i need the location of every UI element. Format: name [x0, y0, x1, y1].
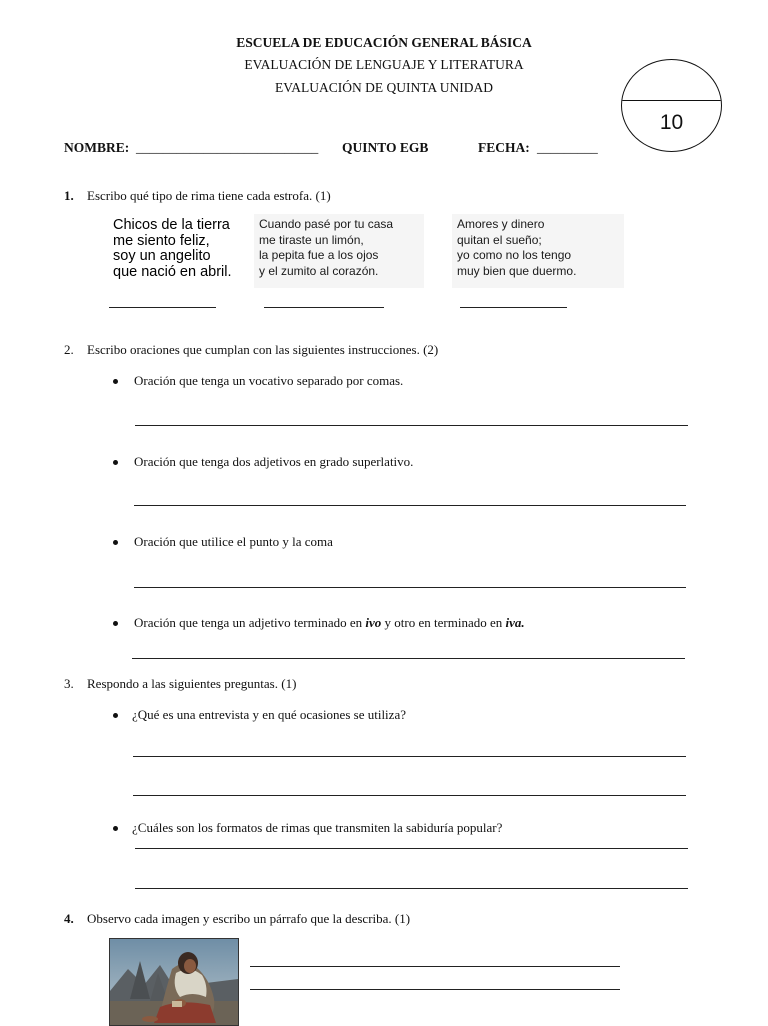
q2-item-1: Oración que tenga un vocativo separado por comas. — [134, 373, 404, 388]
q1-number: 1. — [64, 188, 74, 203]
q2-item-4-em-ivo: ivo — [365, 615, 382, 630]
bullet-icon — [113, 621, 118, 626]
q2-item-4-text-b: y otro en terminado en — [381, 615, 506, 630]
course-label: QUINTO EGB — [342, 140, 429, 155]
name-field[interactable]: ___________________________ — [136, 140, 319, 155]
q4-answer-line-2[interactable] — [250, 989, 620, 990]
painting-illustration — [110, 939, 238, 1025]
bullet-icon — [113, 379, 118, 384]
q3-answer-line-4[interactable] — [135, 888, 688, 889]
school-title: ESCUELA DE EDUCACIÓN GENERAL BÁSICA — [236, 35, 532, 50]
poem-stanza-3: Amores y dinero quitan el sueño; yo como no los tengo muy bien que duermo. — [452, 214, 624, 288]
q2-item-3: Oración que utilice el punto y la coma — [134, 534, 333, 549]
q2-text: Escribo oraciones que cumplan con las siguientes instrucciones. (2) — [87, 342, 439, 357]
poem-stanza-2: Cuando pasé por tu casa me tiraste un limón, la pepita fue a los ojos y el zumito al corazón. — [254, 214, 424, 288]
exam-title: EVALUACIÓN DE LENGUAJE Y LITERATURA — [244, 57, 524, 72]
bullet-icon — [113, 826, 118, 831]
q2-item-2: Oración que tenga dos adjetivos en grado superlativo. — [134, 454, 414, 469]
poem-stanza-1: Chicos de la tierra me siento feliz, soy un angelito que nació en abril. — [108, 215, 256, 289]
q1-answer-line-2[interactable] — [264, 307, 384, 308]
q3-item-2: ¿Cuáles son los formatos de rimas que transmiten la sabiduría popular? — [132, 820, 503, 835]
q3-text: Respondo a las siguientes preguntas. (1) — [87, 676, 297, 691]
grade-divider — [622, 100, 721, 101]
q2-answer-line-1[interactable] — [135, 425, 688, 426]
q2-answer-line-2[interactable] — [134, 505, 686, 506]
painting-image — [109, 938, 239, 1026]
bullet-icon — [113, 713, 118, 718]
q3-number: 3. — [64, 676, 74, 691]
bullet-icon — [113, 540, 118, 545]
grade-circle — [621, 59, 722, 152]
q2-answer-line-3[interactable] — [134, 587, 686, 588]
q3-answer-line-1[interactable] — [133, 756, 686, 757]
q1-text: Escribo qué tipo de rima tiene cada estrofa. (1) — [87, 188, 331, 203]
q4-text: Observo cada imagen y escribo un párrafo que la describa. (1) — [87, 911, 411, 926]
q2-item-4 — [134, 615, 525, 631]
q4-answer-line-1[interactable] — [250, 966, 620, 967]
q1-answer-line-1[interactable] — [109, 307, 216, 308]
q1-answer-line-3[interactable] — [460, 307, 567, 308]
q4-number: 4. — [64, 911, 74, 926]
q3-answer-line-2[interactable] — [133, 795, 686, 796]
q3-answer-line-3[interactable] — [135, 848, 688, 849]
grade-value: 10 — [659, 111, 684, 134]
q2-answer-line-4[interactable] — [132, 658, 685, 659]
date-label: FECHA: — [478, 140, 530, 155]
q2-number: 2. — [64, 342, 74, 357]
q2-item-4-text-a: Oración que tenga un adjetivo terminado en — [134, 615, 366, 630]
bullet-icon — [113, 460, 118, 465]
q2-item-4-em-iva: iva. — [505, 615, 525, 630]
date-field[interactable]: _________ — [537, 140, 598, 155]
q3-item-1: ¿Qué es una entrevista y en qué ocasiones se utiliza? — [132, 707, 406, 722]
name-label: NOMBRE: — [64, 140, 130, 155]
unit-title: EVALUACIÓN DE QUINTA UNIDAD — [274, 80, 494, 95]
